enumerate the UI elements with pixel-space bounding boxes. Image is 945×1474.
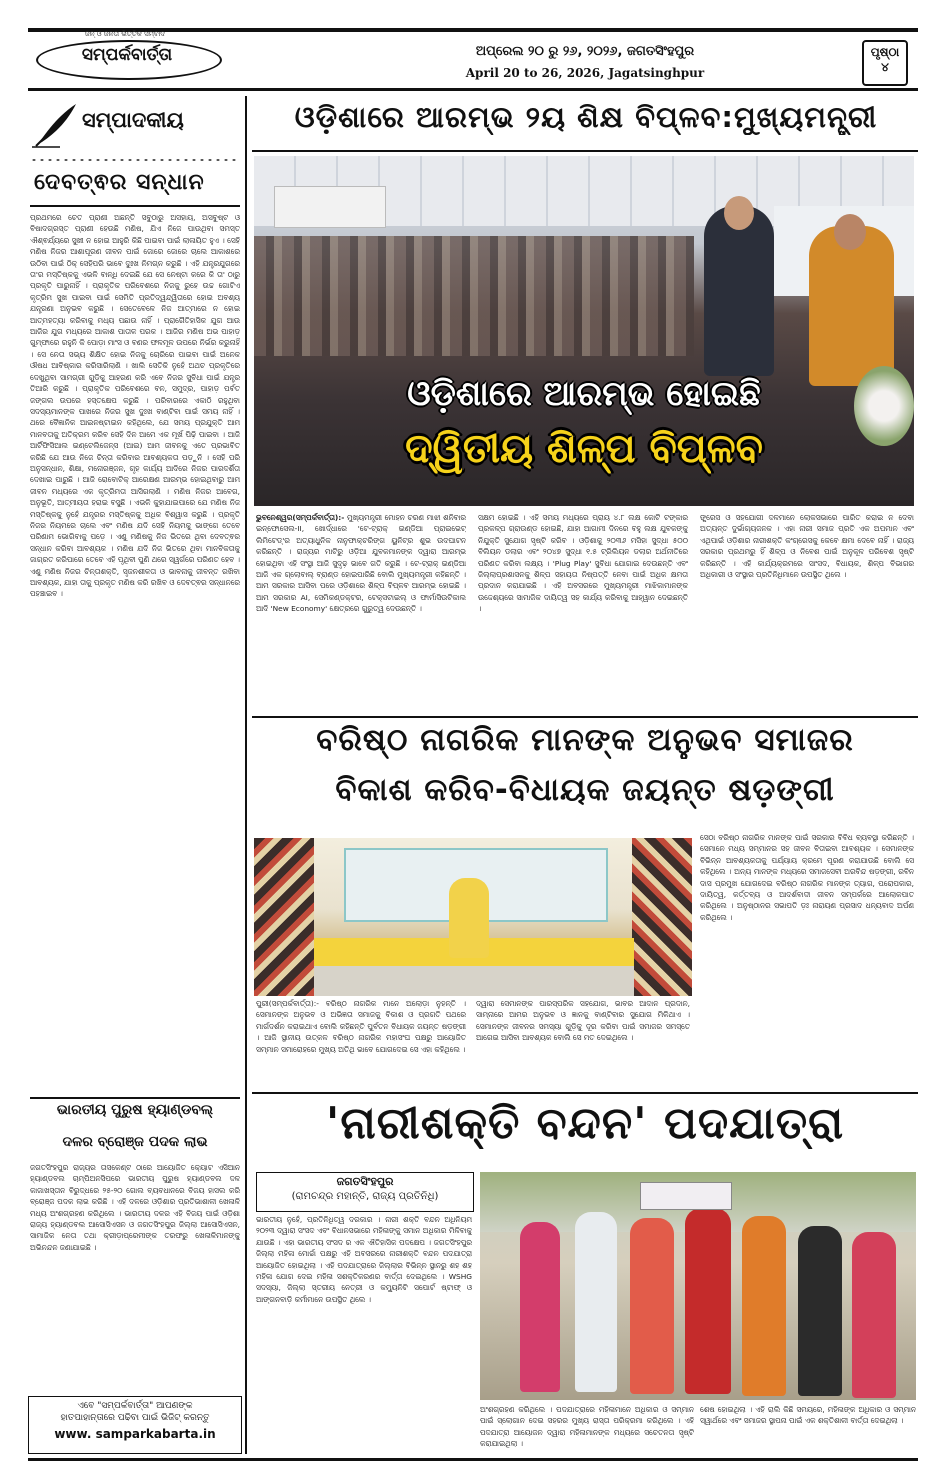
story3-box-title: ଜଗତସିଂହପୁର <box>336 1175 394 1188</box>
story2-photo <box>254 838 692 996</box>
story3-photo <box>480 1172 916 1400</box>
dotted-rule <box>30 158 240 162</box>
handball-body: ଜଗତସିଂହପୁର ରାଜ୍ୟର ତାସକେଣ୍ଟ ଠାରେ ଆୟୋଜିତ କ୍ୟୋଟ ଏସିଆନ ହ୍ୟାଣ୍ଡବଲ ଚାମ୍ପିଅନସିପରେ ଭାରତୀୟ ପୁରୁଷ ହ୍ୟାଣ୍ଡବଲ ଦଳ କାଜାଖସ୍ତାନ ବିରୁଦ୍ଧରେ ୨୫-୨୦ ଗୋଲ ବ୍ୟବଧାନରେ ବିଜୟ ହାସଲ କରି ବ୍ରୋଞ୍ଜ ପଦକ ଲାଭ କରିଛି । ଏହି ଦଳରେ ଓଡ଼ିଶାର ପ୍ରତିଭାଶାଳୀ ଖେଳାଳି ମଧ୍ୟ ଅଂଶଗ୍ରହଣ କରିଥିଲେ । ଭାରତୀୟ ଦଳର ଏହି ବିଜୟ ପାଇଁ ଓଡ଼ିଶା ରାଜ୍ୟ ହ୍ୟାଣ୍ଡବଲ ଆସୋସିଏସନ ଓ ଜଗତସିଂହପୁର ଜିଲ୍ଲା ଆସୋସିଏସନ, ସାମାଜିକ ନେତା ତଥା କ୍ରୀଡ଼ାପ୍ରେମୀଙ୍କ ତରଫରୁ ଖେଳାଳିମାନଙ୍କୁ ଅଭିନନ୍ଦନ ଜଣାଯାଇଛି । <box>30 1163 240 1252</box>
dateline-english: April 20 to 26, 2026, Jagatsinghpur <box>465 66 705 80</box>
story3-caption-right: ଶେଷ ହୋଇଥିଲା । ଏହି ରାଲି କିଛି ସମୟରେ, ମହିଳାଙ୍କ ଅଧିକାର ଓ ସମ୍ମାନ ସ୍ୱାର୍ଥରେ ଏବଂ ସମାଜର ସ୍ଥାପନା ପାଇଁ ଏକ ଶକ୍ତିଶାଳୀ ବାର୍ତ୍ତା ଦେଇଥିଲା । <box>700 1405 916 1426</box>
decor-left <box>254 838 314 996</box>
decor-right <box>632 838 692 996</box>
marcher-4 <box>685 1208 731 1394</box>
photo-overlay-line2: ଦ୍ୱିତୀୟ ଶିଳ୍ପ ବିପ୍ଳବ <box>405 426 763 472</box>
story1-photo <box>254 156 914 506</box>
masthead-bottom-rule <box>28 88 918 91</box>
story1-col2: ସକ୍ଷମ ହୋଇଛି । ଏହି ସମୟ ମଧ୍ୟରେ ପ୍ରାୟ ୪.୮ ଲକ୍ଷ କୋଟି ଟଙ୍କାର ପ୍ରକଳ୍ପ ଗ୍ରାଉଣ୍ଡ ହୋଇଛି, ଯାହା ଆଗାମୀ ଦିନରେ ବହୁ ଲକ୍ଷ ଯୁବକଙ୍କୁ ନିଯୁକ୍ତି ସୁଯୋଗ ସୃଷ୍ଟି କରିବ । ଓଡ଼ିଶାକୁ ୨୦୩୬ ମସିହା ସୁଦ୍ଧା ୫୦୦ ବିଲିୟନ ଡଲାର ଏବଂ ୨୦୪୭ ସୁଦ୍ଧା ୧.୫ ଟ୍ରିଲିୟନ ଡଲାର ଅର୍ଥନୀତିରେ ପରିଣତ କରିବା ଲକ୍ଷ୍ୟ । 'Plug Play' ସୁବିଧା ଯୋଗାଇ ଦେଉଛନ୍ତି ଏବଂ ଜିଲ୍ଲାପ୍ରଶାସନକୁ ଶିଳ୍ପ ସହାୟତା ନିଷ୍ପତ୍ତି ନେବା ପାଇଁ ଅଧିକ କ୍ଷମତା ପ୍ରଦାନ କରାଯାଇଛି । ଏହି ଅବସରରେ ମୁଖ୍ୟମନ୍ତ୍ରୀ ମାଝିକାମାନଙ୍କ ଉଦ୍ଦେଶ୍ୟରେ ସାମାଜିକ ଦାୟିତ୍ୱ ସହ କାର୍ଯ୍ୟ କରିବାକୁ ଆହ୍ୱାନ ଦେଇଛନ୍ତି । <box>478 513 688 614</box>
website-promo-box <box>28 1396 242 1454</box>
story1-col3: ଙ୍ଗ୍ରେସ ଓ ସହଯୋଗୀ ଦଳମାନେ ଲୋକସଭାରେ ପାରିତ କରାଇ ନ ଦେବା ଅତ୍ୟନ୍ତ ଦୁର୍ଭାଗ୍ୟଜନକ । ଏହା ନାରୀ ସମାଜ ପ୍ରତି ଏକ ଅପମାନ ଏବଂ ଏଥିପାଇଁ ଓଡ଼ିଶାର ନାରୀଶକ୍ତି କଂଗ୍ରେସକୁ କେବେ କ୍ଷମା ଦେବେ ନାହିଁ । ରାଜ୍ୟ ସରକାର ପ୍ରଥମରୁ ହିଁ ଶିଳ୍ପ ଓ ନିବେଶ ପାଇଁ ଅନୁକୂଳ ପରିବେଶ ସୃଷ୍ଟି କରିଛନ୍ତି । ଏହି କାର୍ଯ୍ୟକ୍ରମରେ ସାଂସଦ, ବିଧାୟକ, ଶିଳ୍ପ ବିଭାଗର ଅଧିକାରୀ ଓ ସଂସ୍ଥାର ପ୍ରତିନିଧିମାନେ ଉପସ୍ଥିତ ଥିଲେ । <box>700 513 914 580</box>
logo-tagline: ଜନ୍‍ ଓ ଜନତା ଭିତ୍ତିକ ସମ୍ବାଦ <box>84 30 166 38</box>
handball-headline-line2: ଦଳର ବ୍ରୋଞ୍ଜ ପଦକ ଲାଭ <box>62 1134 208 1150</box>
person-right-head <box>834 214 866 250</box>
story2-headline-line2: ବିକାଶ କରିବ-ବିଧାୟକ ଜୟନ୍ତ ଷଡ଼ଙ୍ଗୀ <box>335 772 835 808</box>
story2-headline-line1: ବରିଷ୍ଠ ନାଗରିକ ମାନଙ୍କ ଅନୁଭବ ସମାଜର <box>316 722 854 758</box>
person-left-head <box>724 196 754 230</box>
page-label: ପୃଷ୍ଠା <box>870 45 900 59</box>
marcher-2 <box>575 1212 617 1392</box>
story1-headline-rule <box>252 150 918 152</box>
story1-col1-text: ମୁଖ୍ୟମନ୍ତ୍ରୀ ମୋହନ ଚରଣ ମାଝୀ ଶନିବାର ଇନ୍‌ଫୋସେଲ-II, ଖୋର୍ଦ୍ଧାରେ 'ଟେ-ଟ୍ରାକ୍ ଇଣ୍ଡିଆ ପ୍ରାଇଭେଟ୍ ଲିମିଟେଡ୍'ର ଅତ୍ୟାଧୁନିକ ନାନୁଫାକ୍ଚରିଙ୍ଗ ୟୁନିଟ୍‌ର ଶୁଭ ଉଦଘାଟନ କରିଛନ୍ତି । ରାଜ୍ୟର ମାଟିରୁ ଓଡ଼ିଆ ଯୁବକମାନଙ୍କ ଦ୍ୱାରା ଆରମ୍ଭ ହୋଇଥିବା ଏହି ସଂସ୍ଥା ଆଜି ସୁଦୃଢ଼ ଭାବେ ଗତି କରୁଛି । ଟେ-ଟ୍ରାକ୍ ଇଣ୍ଡିଆ ଆଜି ଏକ ଗ୍ଲୋବାଲ୍ ବ୍ରାଣ୍ଡ ହୋଇପାରିଛି ବୋଲି ମୁଖ୍ୟମନ୍ତ୍ରୀ କହିଛନ୍ତି । ଆମ ସରକାର ଆସିବା ପରେ ଓଡ଼ିଶାରେ ଶିଳ୍ପ ବିପ୍ଳବ ଆରମ୍ଭ ହୋଇଛି । ଆମ ସରକାର AI, ସେମିକଣ୍ଡକ୍ଟର, ଟେକ୍ସଟାଇଲ୍ ଓ ଫାର୍ମାସିଉଟିକାଲ ଆଦି 'New Economy' କ୍ଷେତ୍ରରେ ଗୁରୁତ୍ୱ ଦେଉଛନ୍ତି । <box>256 513 466 614</box>
editorial-body: ପ୍ରଥମରେ ଚେତ ପ୍ରାଣୀ ଅଛନ୍ତି ସବୁଠାରୁ ଅସହାୟ, ଅସବୁଷ୍ଟ ଓ ବିଷାଦଗ୍ରସ୍ତ ପ୍ରାଣୀ ହେଉଛି ମଣିଷ, ଯିଏ ନିଜେ ପାଉଥିବା ସମସ୍ତ ଐଶ୍ଵର୍ଯ୍ୟରେ ସୁଖୀ ନ ହୋଇ ଆହୁରି କିଛି ପାଇବା ପାଇଁ ଲାଳାୟିତ ହୁଏ । ସେହି ମଣିଷ ନିଜର ଆଶାପୂରଣ ଜୀବନ ପାଇଁ ଜୋରେ ଜୋରେ ଚାଲେ ଆକାଶରେ ଉଠିବା ପାଇଁ ଠିକ୍ ସେହିପରି ଭାବେ ଦୁଃଖ ନିମଗ୍ନ କରୁଛି । ଏହି ଯନ୍ତ୍ରଯୁଗରେ ତା'ର ମସ୍ତିଷ୍କକୁ ଏଭଳି ବାନ୍ଧି ଦେଇଛି ଯେ ସେ ନେଷ୍ଟା କରେ କି ତା' ଠାରୁ ପ୍ରକୃତି ପାରୁନାହିଁ । ପ୍ରାକୃତିକ ପରିବେଶରେ ନିଜକୁ ରୁହେ ଉଚ୍ଚ ଗୋଟିଏ କୃତ୍ରିମ ସୁଖ ପାଇବା ପାଇଁ ସେମିତି ପ୍ରତିଦ୍ୱନ୍ଦ୍ୱିତାରେ ହୋଇ ଅବଶ୍ୟ ଯନ୍ତ୍ରଣା ଅନୁଭବ କରୁଛି । ସେତେବେଳେ ନିଜ ଆତ୍ମାରେ ନ ହୋଇ ଆତ୍ମହତ୍ୟା କରିବାକୁ ମଧ୍ୟ ପଛାଉ ନାହିଁ । ପ୍ରାଗୈତିହାସିକ ଯୁଗ ଆଉ ଆଜିର ଯୁଗ ମଧ୍ୟରେ ଆକାଶ ପାତାଳ ପରକ । ଆଜିର ମଣିଷ ଅଭ ପାହାଡ଼ ଗୁମ୍ଫାରେ ରହୁନି କି ପୋଡ଼ା ମାଂସ ଓ ବଣର ଫଳମୂଳ ଉପରେ ନିର୍ଭର କରୁନାହିଁ । ସେ ନେତା ସଭ୍ୟ ଶିକ୍ଷିତ ହୋଇ ନିଜକୁ ଚୋରିରେ ପାଇବା ପାଇଁ ଅନେକ ଔଷଧ ଆବିଷ୍କାର କରିସାରିଲାଣି । ଖାଲି ସେତିକି ନୁହେଁ ଅଥଚ ପ୍ରକୃତିରେ ଦେଖୁଥିବା ସାମଗ୍ରୀ ଗୁଡ଼ିକୁ ଆହରଣ କରି ଏବେ ନିଜର ସୁବିଧା ପାଇଁ ଯନ୍ତ୍ର ତିଆରି କରୁଛି । ପ୍ରାକୃତିକ ପରିବେଶରେ ବନ, ସମୁଦ୍ର, ପାହାଡ଼ ପର୍ବତ ଜଙ୍ଗଲ ଉପରେ ହସ୍ତକ୍ଷେପ କରୁଛି । ପରିବାରରେ ଏକାଠି ରହୁଥିବା ସଦସ୍ୟମାନଙ୍କ ପାଖରେ ନିଜର ସୁଖ ଦୁଃଖ ବାଣ୍ଟିବା ପାଇଁ ସମୟ ନାହିଁ । ଥରେ ବୈଜ୍ଞାନିକ ଆଇନଷ୍ଟାଇନ କହିଥିଲେ, ଯେ ସମୟ ପ୍ରଯୁକ୍ତି ଆମ ମାନବତାକୁ ଅତିକ୍ରମ କରିବ ସେହି ଦିନ ଆମେ ଏକ ମୂର୍ଖ ପିଢ଼ି ପାଇବା । ଆଜି ଆର୍ଟିଫିସିଆଲ ଇଣ୍ଟେଲିଜେନ୍ସ (ଆଇ) ଆମ ଜୀବନକୁ ଏତେ ପ୍ରଭାବିତ କରିଛି ଯେ ଆଉ ନିଜେ ଚିନ୍ତା କରିବାର ଆବଶ୍ୟକତା ପଡ଼ୁନି । ସେହି ପରି ଅନୁସନ୍ଧାନ, ଶିକ୍ଷା, ମନୋରଞ୍ଜନ, ଗୃହ କାର୍ଯ୍ୟ ଆଦିରେ ନିଜର ପାରଦର୍ଶିତା ଦେଖାଇ ପାରୁଛି । ଆଜି ରୋବୋଟିକ୍ ଆରେକ୍ଷଣ ଆରମ୍ଭ ହୋଇଥିବାରୁ ଆମ ଜୀବନ ମଧ୍ୟରେ ଏକ କୃତ୍ରିମତା ଆସିଗଲାଣି । ମଣିଷ ନିଜର ଆବେଗ, ଅନୁଭୂତି, ଆତ୍ମୀୟତା ହରାଇ ବସୁଛି । ଏଭଳି କୁହାଯାଇପାରେ ଯେ ମଣିଷ ନିଜ ମସ୍ତିଷ୍କକୁ ନୁହେଁ ଯନ୍ତ୍ରର ମସ୍ତିଷ୍କକୁ ଅଧିକ ବିଶ୍ୱାସ କରୁଛି । ପ୍ରକୃତି ନିଜର ନିୟମରେ ଚାଲେ ଏବଂ ମଣିଷ ଯଦି ସେହି ନିୟମକୁ ଭାଙ୍ଗେ ତେବେ ପରିଣାମ ଭୋଗିବାକୁ ପଡ଼େ । ଏଣୁ ମଣିଷକୁ ନିଜ ଭିତରେ ଥିବା ଦେବତ୍ଵର ସନ୍ଧାନ କରିବା ଆବଶ୍ୟକ । ମଣିଷ ଯଦି ନିଜ ଭିତରେ ଥିବା ମାନବିକତାକୁ ଜାଗ୍ରତ କରିପାରେ ତେବେ ଏହି ପୃଥିବୀ ପୁଣି ଥରେ ସ୍ୱର୍ଗରେ ପରିଣତ ହେବ । ଏଣୁ ମଣିଷ ନିଜର ଚିନ୍ତାଶକ୍ତି, ସୃଜନଶୀଳତା ଓ ଭାବନାକୁ ଜୀବନ୍ତ ରଖିବା ଆବଶ୍ୟକ, ଯାହା ତାକୁ ପ୍ରକୃତ ମଣିଷ କରି ରଖିବ ଓ ଦେବତ୍ଵର ସନ୍ଧାନରେ ପହଞ୍ଚାଇବ । <box>30 213 240 599</box>
handball-top-rule <box>30 1097 240 1099</box>
promo-line2: ହାତପାହାନ୍ତାରେ ପଢିବା ପାଇଁ ଭିଜିଟ୍ କରନ୍ତୁ <box>60 1413 210 1423</box>
placard <box>640 1182 732 1210</box>
bottom-rule <box>28 1458 918 1461</box>
dateline-odia: ଅପ୍ରେଲ ୨୦ ରୁ ୨୬, ୨୦୨୬, ଜଗତସିଂହପୁର <box>475 44 695 59</box>
story2-right-col: ସେଠା ବରିଷ୍ଠ ନାଗରିକ ମାନଙ୍କ ପାଇଁ ସରକାର ବିବିଧ ବ୍ୟବସ୍ଥା କରିଛନ୍ତି । ସେମାନେ ମଧ୍ୟ ସମ୍ମାନର ସହ ଜୀବନ ବିତାଇବା ଆବଶ୍ୟକ । ସେମାନଙ୍କ ବିଭିନ୍ନ ଆବଶ୍ୟକତାକୁ ପର୍ଯ୍ୟାୟ କ୍ରମେ ପୂରଣ କରାଯାଉଛି ବୋଲି ସେ କହିଥିଲେ । ଅନ୍ୟ ମାନଙ୍କ ମଧ୍ୟରେ ସମାଜସେବୀ ଅରବିନ୍ଦ ଷଡ଼ଙ୍ଗୀ, ରବିନ ଦାସ ପ୍ରମୁଖ ଯୋଗଦେଇ ବରିଷ୍ଠ ନାଗରିକ ମାନଙ୍କ ତ୍ୟାଗ, ପରୋପକାର, ଦାୟିତ୍ୱ, କର୍ତ୍ତବ୍ୟ ଓ ଆଦର୍ଶବାଦୀ ଜୀବନ ସମ୍ପର୍କରେ ଆଲୋକପାତ କରିଥିଲେ । ଅନୁଷ୍ଠାନର ସଭାପତି ଡ଼ଃ ନାରାୟଣ ପ୍ରସାଦ ଧନ୍ୟବାଦ ଅର୍ପଣ କରିଥିଲେ । <box>700 833 914 922</box>
screen-panel <box>274 186 386 228</box>
story1-bottom-rule <box>252 716 918 718</box>
person-right <box>809 226 894 386</box>
editorial-header <box>30 100 240 152</box>
marcher-6 <box>798 1226 842 1396</box>
person-left <box>704 206 774 376</box>
table-cloth <box>314 966 634 996</box>
marcher-3 <box>630 1218 674 1394</box>
story3-caption-mid: ଅଂଶଗ୍ରହଣ କରିଥିଲେ । ପଦଯାତ୍ରାରେ ମହିଳାମାନେ ଅଧିକାର ଓ ସମ୍ମାନ ପାଇଁ ସ୍ଲୋଗାନ ଦେଇ ସହରର ମୁଖ୍ୟ ରାସ୍ତା ପରିକ୍ରମା କରିଥିଲେ । ଏହି ପଦଯାତ୍ରା ଆୟୋଜନ ଦ୍ୱାରା ମହିଳାମାନଙ୍କ ମଧ୍ୟରେ ସଚେତନତା ସୃଷ୍ଟି କରାଯାଇଥିଲା । <box>480 1405 694 1449</box>
speaker <box>449 878 489 958</box>
story2-bottom-left: ପୁରୀ(ସମ୍ପର୍କବାର୍ତ୍ତା):- ବରିଷ୍ଠ ନାଗରିକ ମାନେ ଅଲୋଡ଼ା ନୁହନ୍ତି । ସେମାନଙ୍କ ଅନୁଭବ ଓ ଅଭିଜ୍ଞତା ସମାଜକୁ ବିକାଶ ଓ ପ୍ରଗତି ପଥରେ ମାର୍ଗଦର୍ଶନ କରାଇଥାଏ ବୋଲି କହିଛନ୍ତି ପୁର୍ବତନ ବିଧାୟକ ଜୟନ୍ତ ଷଡ଼ଙ୍ଗୀ । ଆଜି ସ୍ଥାନୀୟ ଉତ୍କଳ ବରିଷ୍ଠ ନାଗରିକ ମହାସଂଘ ପକ୍ଷରୁ ଆୟୋଜିତ ସମ୍ମାନ ସମାରୋହରେ ମୁଖ୍ୟ ଅତିଥି ଭାବେ ଯୋଗଦେଇ ସେ ଏହା କହିଥିଲେ । <box>256 999 466 1054</box>
story1-dateline: ଭୁବନେଶ୍ୱର(ସମ୍ପର୍କବାର୍ତ୍ତା):- <box>256 513 345 522</box>
quill-icon <box>30 100 80 150</box>
audience-crowd <box>254 236 694 356</box>
marcher-1 <box>520 1222 560 1392</box>
editorial-headline-rule <box>30 205 240 207</box>
story3-body: ଭାରତୀୟ ନୁହେଁ, ପ୍ରତିନିଧିତ୍ୱ ଦରକାର । ନାରୀ ଶକ୍ତି ବନ୍ଦନ ଅଧିନିୟମ ୨୦୨୩ ଦ୍ୱାରା ସଂସଦ ଏବଂ ବିଧାନସଭାରେ ମହିଳାଙ୍କୁ ସମାନ ଅଧିକାର ମିଳିବାକୁ ଯାଉଛି । ଏହା ଭାରତୀୟ ସଂସଦ ର ଏକ ଐତିହାସିକ ପଦକ୍ଷେପ । ଜଗତସିଂହପୁର ଜିଲ୍ଲା ମହିଳା ମୋର୍ଚ୍ଚା ପକ୍ଷରୁ ଏହି ଅବସରରେ ନାରୀଶକ୍ତି ବନ୍ଦନ ପଦଯାତ୍ରା ଆୟୋଜିତ ହୋଇଥିଲା । ଏହି ପଦଯାତ୍ରାରେ ଜିଲ୍ଲାର ବିଭିନ୍ନ ସ୍ଥାନରୁ ଶହ ଶହ ମହିଳା ଯୋଗ ଦେଇ ମହିଳା ସଶକ୍ତିକରଣର ବାର୍ତ୍ତା ଦେଇଥିଲେ । WSHG ସଦସ୍ୟା, ଜିଲ୍ଲା ସ୍ତରୀୟ ନେତ୍ରୀ ଓ କମ୍ୟୁନିଟି ସପୋର୍ଟ ଷ୍ଟାଫ୍ ଓ ଆଙ୍ଗନବାଡ଼ି କର୍ମୀମାନେ ଉପସ୍ଥିତ ଥିଲେ । <box>256 1215 472 1304</box>
logo: ସମ୍ପର୍କବାର୍ତ୍ତା <box>81 45 173 65</box>
story3-box-byline: (ରାମଚନ୍ଦ୍ର ମହାନ୍ତି, ରାଜ୍ୟ ପ୍ରତିନିଧି) <box>291 1191 439 1202</box>
story1-col1 <box>256 512 466 712</box>
handball-headline-line1: ଭାରତୀୟ ପୁରୁଷ ହ୍ୟାଣ୍ଡବଲ୍ <box>56 1102 214 1118</box>
story3-byline-box <box>256 1172 474 1212</box>
photo-overlay-line1: ଓଡ଼ିଶାରେ ଆରମ୍ଭ ହୋଇଛି <box>407 374 761 414</box>
page-number-box <box>862 40 908 86</box>
column-divider <box>245 96 247 1454</box>
marcher-5 <box>742 1216 786 1396</box>
editorial-section-title: ସମ୍ପାଦକୀୟ <box>82 108 184 132</box>
editorial-headline: ଦେବତ୍ଵର ସନ୍ଧାନ <box>34 170 205 195</box>
story2-bottom-mid: ଦ୍ୱାରା ସେମାନଙ୍କ ପାରସ୍ପରିକ ସହଯୋଗ, ଭାବର ଆଦାନ ପ୍ରଦାନ, ସାମ୍ନାରେ ଆମର ଅନୁଭବ ଓ ଜ୍ଞାନକୁ ବାଣ୍ଟିବାର ସୁଯୋଗ ମିଳିଥାଏ । ସେମାନଙ୍କ ଜୀବନର ସମସ୍ୟା ଗୁଡ଼ିକୁ ଦୂର କରିବା ପାଇଁ ସମାଜର ସମସ୍ତେ ଆଗେଇ ଆସିବା ଆବଶ୍ୟକ ବୋଲି ସେ ମତ ଦେଇଥିଲେ । <box>476 999 690 1043</box>
story2-bottom-rule <box>252 1092 918 1094</box>
website-link[interactable]: www. samparkabarta.in <box>54 1427 216 1441</box>
story1-headline: ଓଡ଼ିଶାରେ ଆରମ୍ଭ ୨ୟ ଶିକ୍ଷ ବିପ୍ଳବ:ମୁଖ୍ୟମନ୍ତ୍ରୀ <box>294 100 878 134</box>
promo-line1: ଏବେ "ସମ୍ପର୍କବାର୍ତ୍ତା" ଆପଣଙ୍କ <box>77 1401 193 1411</box>
page-number: ୪ <box>881 60 889 74</box>
marcher-7 <box>852 1232 896 1398</box>
story3-headline: 'ନାରୀଶକ୍ତି ବନ୍ଦନ' ପଦଯାତ୍ରା <box>325 1098 845 1149</box>
